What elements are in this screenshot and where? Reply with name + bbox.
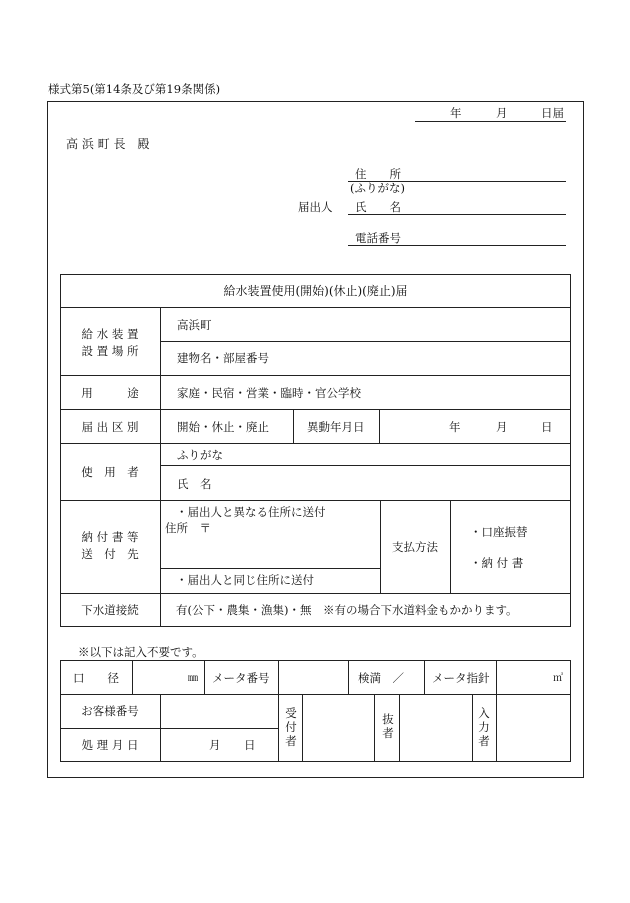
office-row-divider-1 <box>60 694 571 695</box>
usage-label: 用 途 <box>81 386 139 400</box>
usage-options[interactable]: 家庭・民宿・営業・臨時・官公学校 <box>177 386 361 400</box>
user-label: 使 用 者 <box>81 465 139 479</box>
invoice-same-address[interactable]: ・届出人と同じ住所に送付 <box>176 573 314 587</box>
payment-option-2[interactable]: ・納 付 書 <box>470 556 524 570</box>
name-label: 氏 名 <box>355 200 401 214</box>
row-divider-category <box>60 409 571 410</box>
row-divider-sewer <box>60 593 571 594</box>
sewer-options[interactable]: 有(公下・農集・漁集)・無 ※有の場合下水道料金もかかります。 <box>176 603 518 617</box>
customer-number-label: お客様番号 <box>81 704 139 718</box>
sewer-label: 下水道接続 <box>81 603 139 617</box>
office-v-1 <box>132 660 133 694</box>
label-column-divider <box>160 307 161 627</box>
office-v-6 <box>496 660 497 762</box>
inputter-label: 入力者 <box>478 706 490 748</box>
row-divider-user <box>60 443 571 444</box>
date-year: 年 <box>450 106 462 120</box>
user-furigana: ふりがな <box>177 448 223 462</box>
category-divider-1 <box>293 409 294 443</box>
date-month: 月 <box>496 106 508 120</box>
bore-unit: ㎜ <box>188 673 198 684</box>
address-underline[interactable] <box>348 181 566 182</box>
meter-reading-label: メータ指針 <box>432 671 490 685</box>
invoice-address-label: 住所 〒 <box>165 521 211 535</box>
form-number: 様式第5(第14条及び第19条関係) <box>48 82 221 96</box>
location-label-2: 設 置 場 所 <box>81 344 139 358</box>
payment-option-1[interactable]: ・口座振替 <box>470 525 528 539</box>
category-divider-2 <box>379 409 380 443</box>
process-day: 日 <box>244 738 256 752</box>
form-title: 給水装置使用(開始)(休止)(廃止)届 <box>223 284 408 298</box>
invoice-divider-2 <box>450 500 451 593</box>
location-town: 高浜町 <box>177 318 212 332</box>
category-options[interactable]: 開始・休止・廃止 <box>177 420 269 434</box>
office-v-9 <box>374 694 375 762</box>
invoice-inner-divider <box>160 568 380 569</box>
office-v-4 <box>348 660 349 694</box>
office-v-10 <box>399 694 400 762</box>
change-date-year: 年 <box>449 420 461 434</box>
inspection-label: 検満 ／ <box>358 671 404 685</box>
change-date-label: 異動年月日 <box>307 420 365 434</box>
user-name: 氏 名 <box>177 477 212 491</box>
invoice-label-1: 納 付 書 等 <box>81 530 139 544</box>
phone-label: 電話番号 <box>355 231 401 245</box>
phone-underline[interactable] <box>348 245 566 246</box>
invoice-different-address[interactable]: ・届出人と異なる住所に送付 <box>176 505 326 519</box>
payment-label: 支払方法 <box>392 540 438 554</box>
meter-number-label: メータ番号 <box>212 671 270 685</box>
location-building: 建物名・部屋番号 <box>177 351 269 365</box>
row-divider-invoice <box>60 500 571 501</box>
office-v-2 <box>204 660 205 694</box>
receiver-label: 受付者 <box>285 706 297 748</box>
office-v-3 <box>278 660 279 762</box>
applicant-label: 届出人 <box>298 200 333 214</box>
furigana-label: (ふりがな) <box>350 181 405 195</box>
reading-unit: ㎥ <box>553 673 563 684</box>
location-label-1: 給 水 装 置 <box>81 327 139 341</box>
invoice-label-2: 送 付 先 <box>81 547 139 561</box>
user-inner-divider <box>160 465 571 466</box>
category-label: 届 出 区 別 <box>81 420 139 434</box>
office-v-8 <box>302 694 303 762</box>
row-divider-usage <box>60 375 571 376</box>
address-label: 住 所 <box>355 167 401 181</box>
location-inner-divider <box>160 341 571 342</box>
office-note: ※以下は記入不要です。 <box>78 645 204 659</box>
name-underline[interactable] <box>348 214 566 215</box>
process-month: 月 <box>209 738 221 752</box>
date-underline <box>415 121 566 122</box>
extractor-label: 抜者 <box>382 712 394 740</box>
addressee: 高 浜 町 長 殿 <box>66 137 150 151</box>
office-row-divider-2 <box>60 728 278 729</box>
bore-label: 口 径 <box>73 671 119 685</box>
office-v-11 <box>472 694 473 762</box>
process-date-label: 処 理 月 日 <box>81 738 139 752</box>
change-date-month: 月 <box>496 420 508 434</box>
date-day-submit: 日届 <box>541 106 564 120</box>
office-v-7 <box>160 694 161 762</box>
change-date-day: 日 <box>541 420 553 434</box>
office-v-5 <box>424 660 425 694</box>
title-divider <box>60 307 571 308</box>
